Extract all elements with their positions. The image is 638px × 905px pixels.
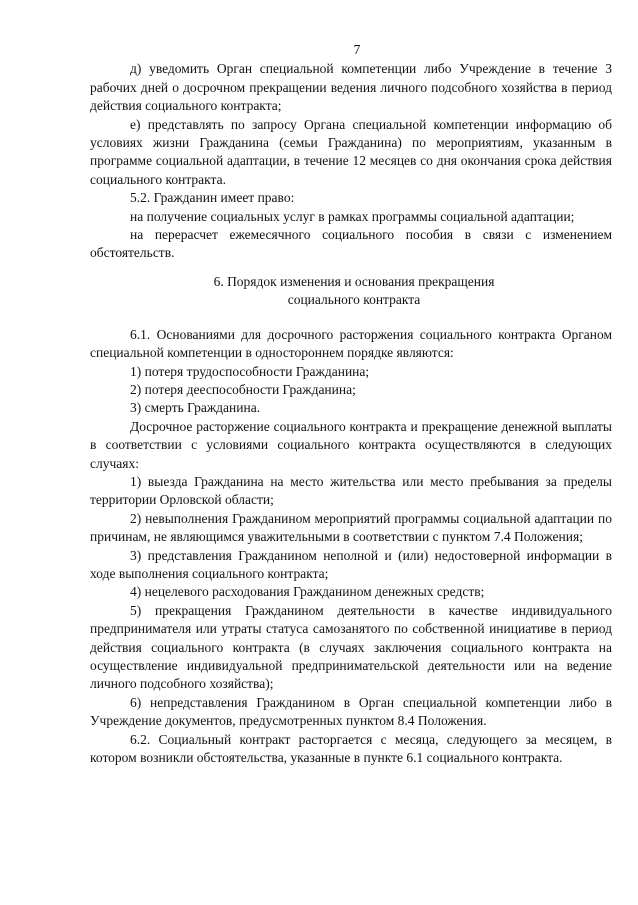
- list-item-program-nonfulfillment: 2) невыполнения Гражданином мероприятий программы социальной адаптации по причинам, не являющимся уважительными в соответствии с пунктом 7.4 Положения;: [90, 510, 612, 545]
- paragraph-right-recalculation: на перерасчет ежемесячного социального пособия в связи с изменением обстоятельств.: [90, 227, 612, 261]
- list-item-activity-termination: 5) прекращения Гражданином деятельности в качестве индивидуального предпринимателя или утраты статуса самозанятого по собственной инициативе в период действия социального контракта (в случаях заключения социального контракта на осуществление индивидуальной предпринимательской деятельности или на ведение личного подсобного хозяйства);: [90, 602, 612, 692]
- paragraph-5-2: 5.2. Гражданин имеет право:: [130, 190, 295, 206]
- heading-spacer: [90, 310, 612, 326]
- list-item-incomplete-info: 3) представления Гражданином неполной и (или) недостоверной информации в ходе выполнения социального контракта;: [90, 547, 612, 581]
- paragraph-item-d: д) уведомить Орган специальной компетенции либо Учреждение в течение 3 рабочих дней о досрочном прекращении ведения личного подсобного хозяйства в период действия социального контракта;: [90, 61, 612, 114]
- list-item-death: 3) смерть Гражданина.: [130, 400, 261, 416]
- list-item-documents-not-submitted: 6) непредставления Гражданином в Орган специальной компетенции либо в Учреждение документов, предусмотренных пунктом 8.4 Положения.: [90, 694, 612, 729]
- list-item-loss-legal-capacity: 2) потеря дееспособности Гражданина;: [130, 381, 356, 397]
- section-heading-line2: социального контракта: [287, 292, 421, 308]
- paragraph-6-2: 6.2. Социальный контракт расторгается с месяца, следующего за месяцем, в котором возникли обстоятельства, указанные в пункте 6.1 социального контракта.: [90, 731, 612, 766]
- paragraph-6-1: 6.1. Основаниями для досрочного расторжения социального контракта Органом специальной компетенции в одностороннем порядке являются:: [90, 326, 612, 361]
- section-heading: [90, 273, 612, 310]
- paragraph-right-services: на получение социальных услуг в рамках программы социальной адаптации;: [130, 208, 575, 224]
- page-number: 7: [353, 42, 361, 57]
- paragraph-item-e: е) представлять по запросу Органа специальной компетенции информацию об условиях жизни Гражданина (семьи Гражданина) по мероприятиям, указанным в программе социальной адаптации, в течение 12 месяцев со дня окончания срока действия социального контракта.: [90, 116, 612, 187]
- paragraph-early-termination: Досрочное расторжение социального контракта и прекращение денежной выплаты в соответствии с условиями социального контракта осуществляются в следующих случаях:: [90, 418, 612, 471]
- list-item-misuse-funds: 4) нецелевого расходования Гражданином денежных средств;: [130, 584, 485, 600]
- list-item-relocation: 1) выезда Гражданина на место жительства или место пребывания за пределы территории Орловской области;: [90, 473, 612, 508]
- list-item-loss-work-capacity: 1) потеря трудоспособности Гражданина;: [130, 363, 370, 379]
- section-heading-line1: 6. Порядок изменения и основания прекращения: [213, 273, 495, 289]
